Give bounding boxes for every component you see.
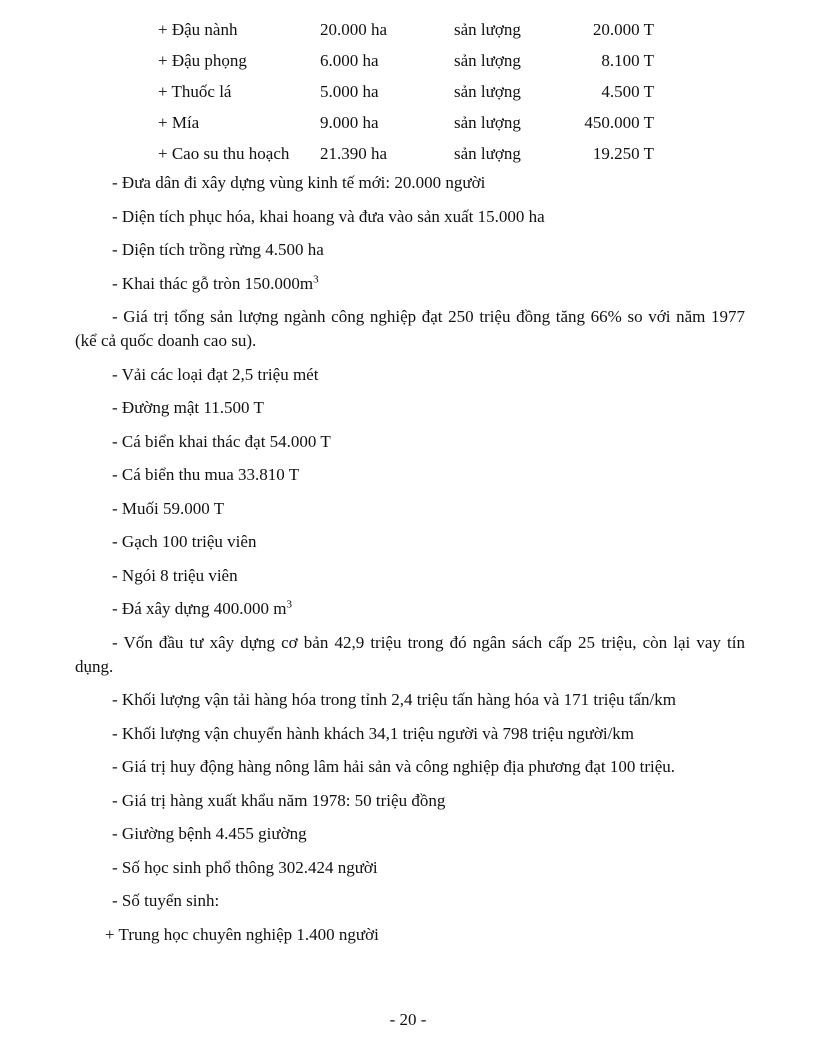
item-text: - Giá trị huy động hàng nông lâm hải sản và công nghiệp địa phương đạt 100 triệu.	[112, 757, 676, 776]
list-item	[75, 722, 745, 746]
item-text: - Gạch 100 triệu viên	[112, 532, 257, 551]
list-item	[75, 463, 745, 487]
crop-output-value: 8.100 T	[601, 51, 654, 70]
item-text: - Khai thác gỗ tròn 150.000m	[112, 273, 314, 293]
crop-name: + Đậu phọng	[158, 51, 247, 70]
list-item	[75, 597, 745, 621]
item-text: - Diện tích trồng rừng 4.500 ha	[112, 240, 324, 259]
item-text: - Diện tích phục hóa, khai hoang và đưa vào sản xuất 15.000 ha	[112, 206, 545, 226]
list-item	[75, 530, 745, 554]
item-text: - Đường mật 11.500 T	[112, 398, 264, 417]
crop-area: 6.000 ha	[320, 51, 379, 70]
crop-name: + Đậu nành	[158, 20, 238, 39]
item-text: - Vải các loại đạt 2,5 triệu mét	[112, 364, 319, 384]
superscript-unit: 3	[286, 598, 292, 611]
crop-area: 21.390 ha	[320, 144, 388, 163]
crop-output-label: sản lượng	[454, 113, 521, 132]
crop-output-value: 20.000 T	[592, 20, 654, 39]
list-item	[75, 631, 745, 679]
list-item	[75, 822, 745, 846]
statistics-list	[75, 171, 745, 956]
item-text: + Trung học chuyên nghiệp 1.400 người	[105, 924, 379, 944]
item-text: - Cá biển khai thác đạt 54.000 T	[112, 431, 331, 451]
list-item	[75, 238, 745, 262]
page-number: - 20 -	[389, 1010, 427, 1029]
crop-name: + Mía	[158, 113, 200, 132]
crop-output-value: 4.500 T	[601, 82, 654, 101]
item-text: - Đá xây dựng 400.000 m	[112, 599, 287, 618]
list-item	[75, 363, 745, 387]
crop-output-value: 19.250 T	[592, 144, 654, 163]
crop-output-label: sản lượng	[454, 51, 521, 70]
item-text: - Đưa dân đi xây dựng vùng kinh tế mới: 20.000 người	[112, 173, 486, 192]
crop-name: + Thuốc lá	[158, 82, 232, 101]
item-text: - Vốn đầu tư xây dựng cơ bản 42,9 triệu trong đó ngân sách cấp 25 triệu, còn lại vay tín dụng.	[75, 632, 745, 676]
crop-area: 5.000 ha	[320, 82, 379, 101]
item-text: - Giường bệnh 4.455 giường	[112, 824, 307, 843]
item-text: - Khối lượng vận tải hàng hóa trong tỉnh 2,4 triệu tấn hàng hóa và 171 triệu tấn/km	[112, 690, 676, 709]
item-text: - Ngói 8 triệu viên	[112, 565, 238, 585]
crop-name: + Cao su thu hoạch	[158, 144, 290, 163]
item-text: - Giá trị tổng sản lượng ngành công nghiệp đạt 250 triệu đồng tăng 66% so với năm 1977 (kể cả quốc doanh cao su).	[75, 307, 745, 350]
list-item	[75, 171, 745, 195]
item-text: - Số tuyển sinh:	[112, 891, 220, 910]
list-item	[75, 205, 745, 229]
list-item	[75, 430, 745, 454]
list-item	[75, 889, 745, 913]
list-item	[75, 564, 745, 588]
list-item	[75, 272, 745, 296]
item-text: - Khối lượng vận chuyển hành khách 34,1 triệu người và 798 triệu người/km	[112, 723, 635, 743]
crop-area: 9.000 ha	[320, 113, 379, 132]
list-item	[75, 305, 745, 353]
crop-output-label: sản lượng	[454, 82, 521, 101]
item-text: - Số học sinh phổ thông 302.424 người	[112, 857, 378, 877]
list-item	[75, 755, 745, 779]
item-text: - Muối 59.000 T	[112, 498, 225, 518]
list-item	[75, 688, 745, 712]
item-text: - Giá trị hàng xuất khẩu năm 1978: 50 triệu đồng	[112, 790, 446, 810]
crop-output-label: sản lượng	[454, 20, 521, 39]
list-item	[75, 396, 745, 420]
crop-area: 20.000 ha	[320, 20, 388, 39]
superscript-unit: 3	[313, 272, 319, 285]
crop-output-label: sản lượng	[454, 144, 521, 163]
crop-output-value: 450.000 T	[584, 113, 654, 132]
list-item	[75, 497, 745, 521]
list-item	[75, 856, 745, 880]
list-item	[75, 923, 745, 947]
list-item	[75, 789, 745, 813]
item-text: - Cá biển thu mua 33.810 T	[112, 465, 300, 484]
